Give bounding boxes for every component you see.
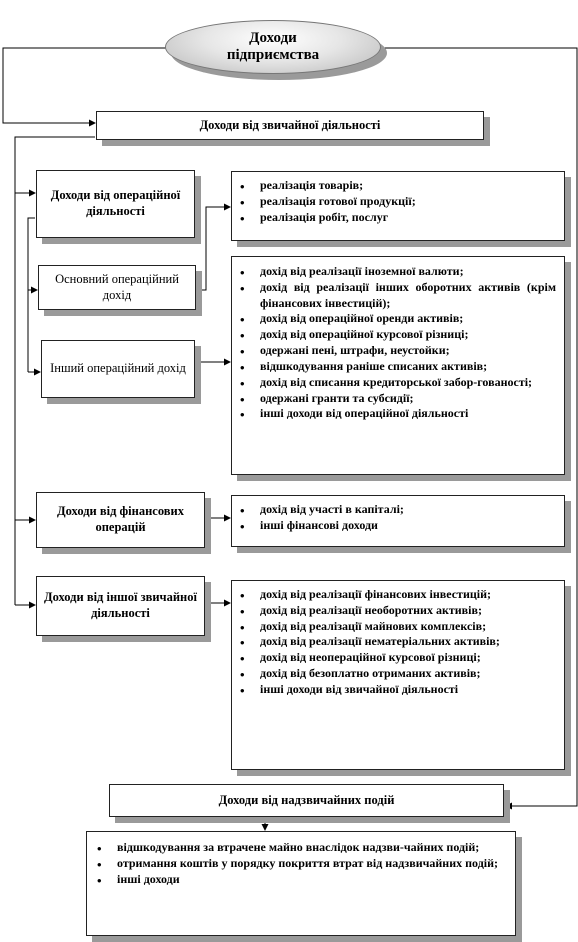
list-item: • дохід від реалізації майнових комплексів; [260,619,556,635]
operating-activity-title: Доходи від операційної діяльності [50,188,181,218]
list-item: • одержані гранти та субсидії; [260,391,556,407]
ordinary-activity-title: Доходи від звичайної діяльності [199,117,381,132]
list-item: • дохід від операційної оренди активів; [260,311,556,327]
list-item: • інші фінансові доходи [260,518,556,534]
list-item: • інші доходи від операційної діяльності [260,406,556,422]
list-item: • реалізація робіт, послуг [260,210,556,226]
root-node [165,20,387,76]
main-operating-income-list [231,171,565,241]
financial-operations-box [36,492,205,548]
list-item: • відшкодування за втрачене майно внаслідок надзви-чайних подій; [117,840,505,856]
list-item: • дохід від реалізації фінансових інвестицій; [260,587,556,603]
operating-activity-box [36,170,195,238]
list-item: • дохід від неопераційної курсової різниці; [260,650,556,666]
other-ordinary-activity-box [36,576,205,636]
extraordinary-events-title: Доходи від надзвичайних подій [218,792,395,807]
ordinary-activity-box [96,111,484,140]
list-item: • дохід від реалізації іноземної валюти; [260,264,556,280]
list-item: • дохід від реалізації інших оборотних активів (крім фінансових інвестицій); [260,280,556,312]
list-item: • дохід від операційної курсової різниці; [260,327,556,343]
list-item: • одержані пені, штрафи, неустойки; [260,343,556,359]
main-operating-income-box [38,265,196,310]
list-item: • дохід від реалізації необоротних активів; [260,603,556,619]
extraordinary-events-box [109,784,504,817]
extraordinary-income-list [86,831,516,936]
list-item: • інші доходи від звичайної діяльності [260,682,556,698]
other-ordinary-activity-title: Доходи від іншої звичайної діяльності [43,590,197,620]
other-operating-income-box [41,340,195,398]
list-item: • дохід від безоплатно отриманих активів; [260,666,556,682]
main-operating-income-title: Основний операційний дохід [55,271,179,302]
financial-income-list [231,495,565,547]
list-item: • отримання коштів у порядку покриття втрат від надзвичайних подій; [117,856,505,872]
financial-operations-title: Доходи від фінансових операцій [57,504,184,534]
root-title-line2: підприємства [226,47,320,63]
list-item: • дохід від участі в капіталі; [260,502,556,518]
list-item: • інші доходи [117,872,505,888]
list-item: • дохід від реалізації нематеріальних активів; [260,634,556,650]
list-item: • реалізація товарів; [260,178,556,194]
connector-operating-subtypes [28,218,35,372]
other-ordinary-income-list [231,580,565,770]
list-item: • реалізація готової продукції; [260,194,556,210]
root-title-line1: Доходи [249,29,297,46]
other-operating-income-list [231,256,565,475]
list-item: • відшкодування раніше списаних активів; [260,359,556,375]
connector-main-list [196,207,230,290]
list-item: • дохід від списання кредиторської забор-гованості; [260,375,556,391]
other-operating-income-title: Інший операційний дохід [50,361,186,376]
